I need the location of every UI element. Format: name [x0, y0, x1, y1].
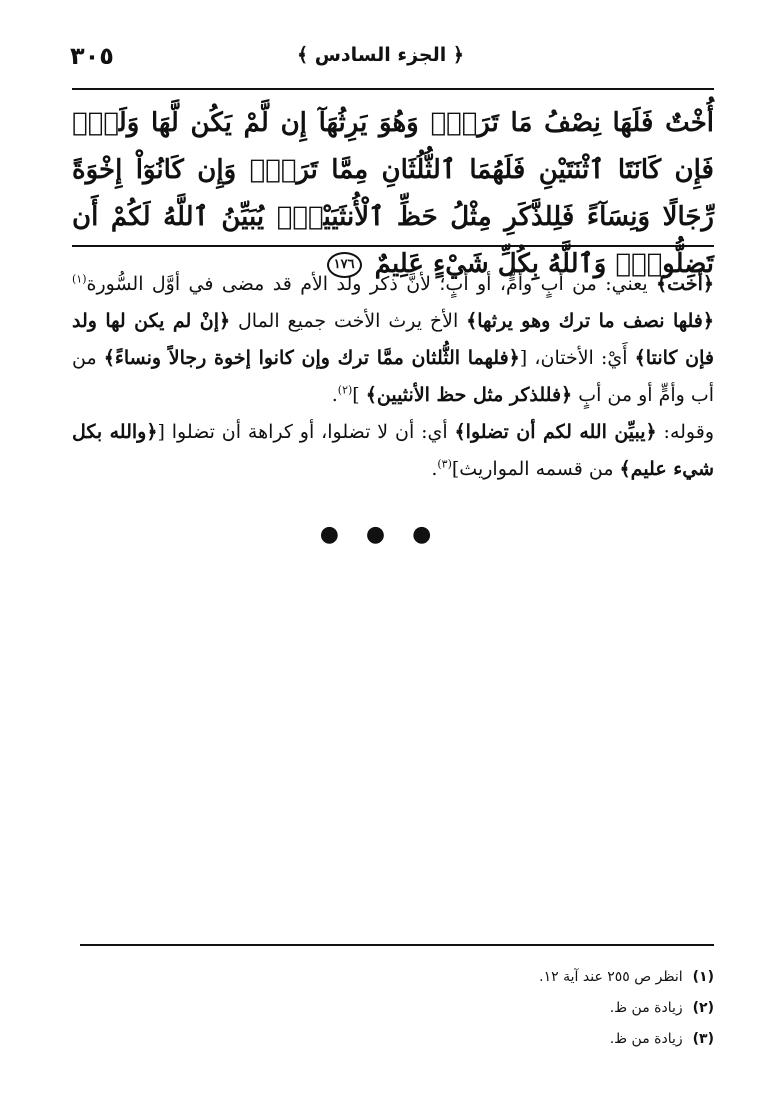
commentary-text: من قسمه المواريث]: [451, 458, 620, 480]
quran-verse: [72, 100, 714, 288]
footnote-text: زيادة من ظ.: [609, 1000, 683, 1016]
section-separator: ● ● ●: [319, 522, 442, 547]
quote-text: ﴿يبيِّن الله لكم أن تضلوا﴾: [454, 421, 657, 443]
commentary: [72, 266, 714, 488]
quote-text: ﴿فلهما الثُّلثان ممَّا ترك وإن كانوا إخوة رجالاً ونساءً﴾: [103, 347, 520, 369]
commentary-text: من أب وأمٍّ أو من أبٍ: [72, 347, 714, 406]
commentary-text: .: [331, 384, 338, 406]
quote-text: ﴿إنْ لم يكن لها ولد فإن كانتا﴾: [72, 310, 714, 369]
footnote-text: زيادة من ظ.: [609, 1031, 683, 1047]
verse-rule: [72, 245, 714, 247]
footnote: [114, 1024, 714, 1055]
footnote-ref-2: (٢): [337, 383, 353, 397]
footnote-number: (١): [692, 969, 714, 985]
commentary-paragraph-1: [72, 266, 714, 414]
ayah-number-marker: ١٧٦: [327, 252, 362, 278]
footnote-number: (٢): [692, 1000, 714, 1016]
footnote: [114, 962, 714, 993]
footnote-ref-1: (١): [72, 272, 87, 286]
commentary-text: أي: أن لا تضلوا، أو كراهة أن تضلوا [: [157, 421, 455, 443]
page-header: [60, 36, 701, 76]
page-number: ٣٠٥: [70, 42, 114, 70]
quote-text: ﴿فللذكر مثل حظ الأنثيين﴾: [365, 384, 573, 406]
quote-text: ﴿والله بكل شيء عليم﴾: [72, 421, 714, 480]
commentary-paragraph-2: [72, 414, 714, 488]
footnote: [114, 993, 714, 1024]
footnote-rule: [80, 944, 714, 946]
quote-text: ﴿فلها نصف ما ترك وهو يرثها﴾: [466, 310, 714, 332]
quote-text: ﴿أخت﴾: [656, 273, 714, 295]
footnote-ref-3: (٣): [437, 457, 452, 471]
commentary-text: الأخ يرث الأخت جميع المال: [230, 310, 467, 332]
commentary-text: يعني: من أبٍ وأمٍّ، أو أبٍ؛ لأنَّ ذكر ولد الأم قد مضى في أوَّل السُّورة: [86, 273, 657, 295]
footnotes: [114, 962, 714, 1055]
commentary-text: أَيْ: الأختان، [: [519, 347, 635, 369]
header-rule: [72, 88, 714, 90]
footnote-number: (٣): [692, 1031, 714, 1047]
commentary-text: .: [431, 458, 438, 480]
verse-text: أُخْتٌ فَلَهَا نِصْفُ مَا تَرَكَۚ وَهُوَ يَرِثُهَآ إِن لَّمْ يَكُن لَّهَا وَلَدٌۚ فَإِن كَانَتَا ٱثْنَتَيْنِ فَلَهُمَا ٱلثُّلُثَانِ مِمَّا تَرَكَۚ وَإِن كَانُوٓاْ إِخْوَةً رِّجَالًا وَنِسَآءً فَلِلذَّكَرِ مِثْلُ حَظِّ ٱلْأُنثَيَيْنِۗ يُبَيِّنُ ٱللَّهُ لَكُمْ أَن تَضِلُّواْۗ وَٱللَّهُ بِكُلِّ شَيْءٍ عَلِيمٌ: [72, 108, 714, 279]
commentary-text: ]: [352, 384, 366, 406]
footnote-text: انظر ص ٢٥٥ عند آية ١٢.: [539, 969, 683, 985]
running-head: ﴿ الجزء السادس ﴾: [296, 44, 465, 66]
commentary-text: وقوله:: [656, 421, 714, 443]
